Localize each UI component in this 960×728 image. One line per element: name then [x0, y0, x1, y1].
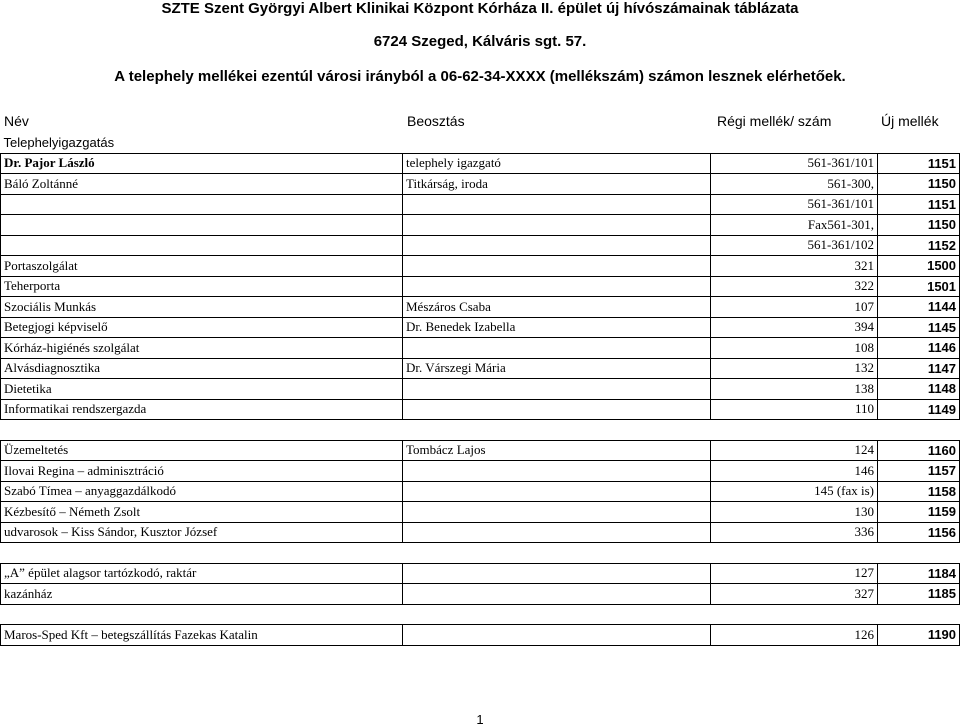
cell-new-extension: 1156: [878, 522, 960, 543]
cell-new-extension: 1500: [878, 256, 960, 277]
cell-name: Üzemeltetés: [1, 440, 403, 461]
cell-position: [403, 461, 711, 482]
document-address: 6724 Szeged, Kálváris sgt. 57.: [373, 33, 587, 50]
table-row: [1, 215, 960, 236]
cell-position: [403, 256, 711, 277]
cell-new-extension: 1147: [878, 358, 960, 379]
cell-old-extension: 561-361/101: [711, 153, 878, 174]
cell-name: Portaszolgálat: [1, 256, 403, 277]
cell-new-extension: 1185: [878, 584, 960, 605]
cell-old-extension: 321: [711, 256, 878, 277]
cell-position: [403, 399, 711, 420]
cell-position: Titkárság, iroda: [403, 174, 711, 195]
cell-old-extension: 561-361/101: [711, 194, 878, 215]
table-row: [1, 481, 960, 502]
cell-new-extension: 1157: [878, 461, 960, 482]
cell-old-extension: 146: [711, 461, 878, 482]
cell-new-extension: 1160: [878, 440, 960, 461]
document-notice: A telephely mellékei ezentúl városi irányból a 06-62-34-XXXX (mellékszám) számon lesznek elérhetőek.: [114, 68, 846, 85]
column-header-old-extension: Régi mellék/ szám: [717, 113, 832, 129]
cell-position: telephely igazgató: [403, 153, 711, 174]
cell-old-extension: 110: [711, 399, 878, 420]
section-row: [1, 133, 960, 153]
cell-old-extension: 126: [711, 625, 878, 646]
cell-new-extension: 1144: [878, 297, 960, 318]
cell-name: Maros-Sped Kft – betegszállítás Fazekas Katalin: [1, 625, 403, 646]
cell-position: [403, 379, 711, 400]
table-row: [1, 194, 960, 215]
cell-old-extension: 124: [711, 440, 878, 461]
cell-new-extension: 1151: [878, 194, 960, 215]
table-row: [1, 358, 960, 379]
table-row: [1, 563, 960, 584]
cell-position: [403, 502, 711, 523]
cell-old-extension: 561-361/102: [711, 235, 878, 256]
cell-name: „A” épület alagsor tartózkodó, raktár: [1, 563, 403, 584]
cell-name: Dietetika: [1, 379, 403, 400]
column-header-new-extension: Új mellék: [881, 113, 939, 129]
table-row: [1, 625, 960, 646]
cell-name: udvarosok – Kiss Sándor, Kusztor József: [1, 522, 403, 543]
cell-position: [403, 194, 711, 215]
cell-old-extension: 561-300,: [711, 174, 878, 195]
cell-new-extension: 1151: [878, 153, 960, 174]
cell-name: [1, 215, 403, 236]
cell-position: [403, 584, 711, 605]
spacer-row: [1, 543, 960, 564]
cell-old-extension: 107: [711, 297, 878, 318]
document-title: SZTE Szent Györgyi Albert Klinikai Központ Kórháza II. épület új hívószámainak táblázata: [161, 0, 799, 17]
cell-old-extension: 322: [711, 276, 878, 297]
table-row: [1, 502, 960, 523]
cell-old-extension: 130: [711, 502, 878, 523]
cell-position: [403, 276, 711, 297]
cell-position: [403, 625, 711, 646]
table-row: [1, 584, 960, 605]
cell-new-extension: 1152: [878, 235, 960, 256]
phone-table: [0, 133, 960, 646]
cell-name: Szociális Munkás: [1, 297, 403, 318]
cell-old-extension: 327: [711, 584, 878, 605]
cell-new-extension: 1184: [878, 563, 960, 584]
table-row: [1, 256, 960, 277]
cell-old-extension: 394: [711, 317, 878, 338]
cell-position: Tombácz Lajos: [403, 440, 711, 461]
table-row: [1, 276, 960, 297]
cell-position: [403, 338, 711, 359]
cell-old-extension: 108: [711, 338, 878, 359]
cell-old-extension: Fax561-301,: [711, 215, 878, 236]
cell-name: Kórház-higiénés szolgálat: [1, 338, 403, 359]
cell-name: Dr. Pajor László: [1, 153, 403, 174]
cell-new-extension: 1159: [878, 502, 960, 523]
table-row: [1, 461, 960, 482]
cell-new-extension: 1158: [878, 481, 960, 502]
cell-old-extension: 127: [711, 563, 878, 584]
table-row: [1, 338, 960, 359]
cell-old-extension: 132: [711, 358, 878, 379]
table-row: [1, 235, 960, 256]
cell-name: kazánház: [1, 584, 403, 605]
cell-old-extension: 138: [711, 379, 878, 400]
cell-name: [1, 194, 403, 215]
cell-name: Betegjogi képviselő: [1, 317, 403, 338]
table-row: [1, 379, 960, 400]
spacer-row: [1, 420, 960, 441]
cell-new-extension: 1190: [878, 625, 960, 646]
cell-position: [403, 522, 711, 543]
cell-name: Szabó Tímea – anyaggazdálkodó: [1, 481, 403, 502]
cell-new-extension: 1148: [878, 379, 960, 400]
cell-name: Kézbesítő – Németh Zsolt: [1, 502, 403, 523]
cell-new-extension: 1145: [878, 317, 960, 338]
cell-position: [403, 563, 711, 584]
cell-position: [403, 481, 711, 502]
spacer-row: [1, 604, 960, 625]
table-row: [1, 522, 960, 543]
cell-position: [403, 235, 711, 256]
table-row: [1, 174, 960, 195]
cell-new-extension: 1146: [878, 338, 960, 359]
cell-old-extension: 145 (fax is): [711, 481, 878, 502]
cell-name: Alvásdiagnosztika: [1, 358, 403, 379]
cell-new-extension: 1150: [878, 215, 960, 236]
cell-new-extension: 1149: [878, 399, 960, 420]
cell-new-extension: 1150: [878, 174, 960, 195]
table-row: [1, 399, 960, 420]
section-title: Telephelyigazgatás: [3, 135, 115, 151]
table-row: [1, 317, 960, 338]
table-row: [1, 297, 960, 318]
cell-name: Informatikai rendszergazda: [1, 399, 403, 420]
cell-name: Teherporta: [1, 276, 403, 297]
column-header-name: Név: [4, 113, 29, 129]
table-row: [1, 153, 960, 174]
table-row: [1, 440, 960, 461]
cell-position: [403, 215, 711, 236]
cell-position: Mészáros Csaba: [403, 297, 711, 318]
cell-new-extension: 1501: [878, 276, 960, 297]
cell-position: Dr. Benedek Izabella: [403, 317, 711, 338]
cell-position: Dr. Várszegi Mária: [403, 358, 711, 379]
page-number: 1: [476, 712, 484, 727]
cell-name: [1, 235, 403, 256]
cell-name: Ilovai Regina – adminisztráció: [1, 461, 403, 482]
cell-old-extension: 336: [711, 522, 878, 543]
cell-name: Báló Zoltánné: [1, 174, 403, 195]
column-header-position: Beosztás: [407, 113, 465, 129]
